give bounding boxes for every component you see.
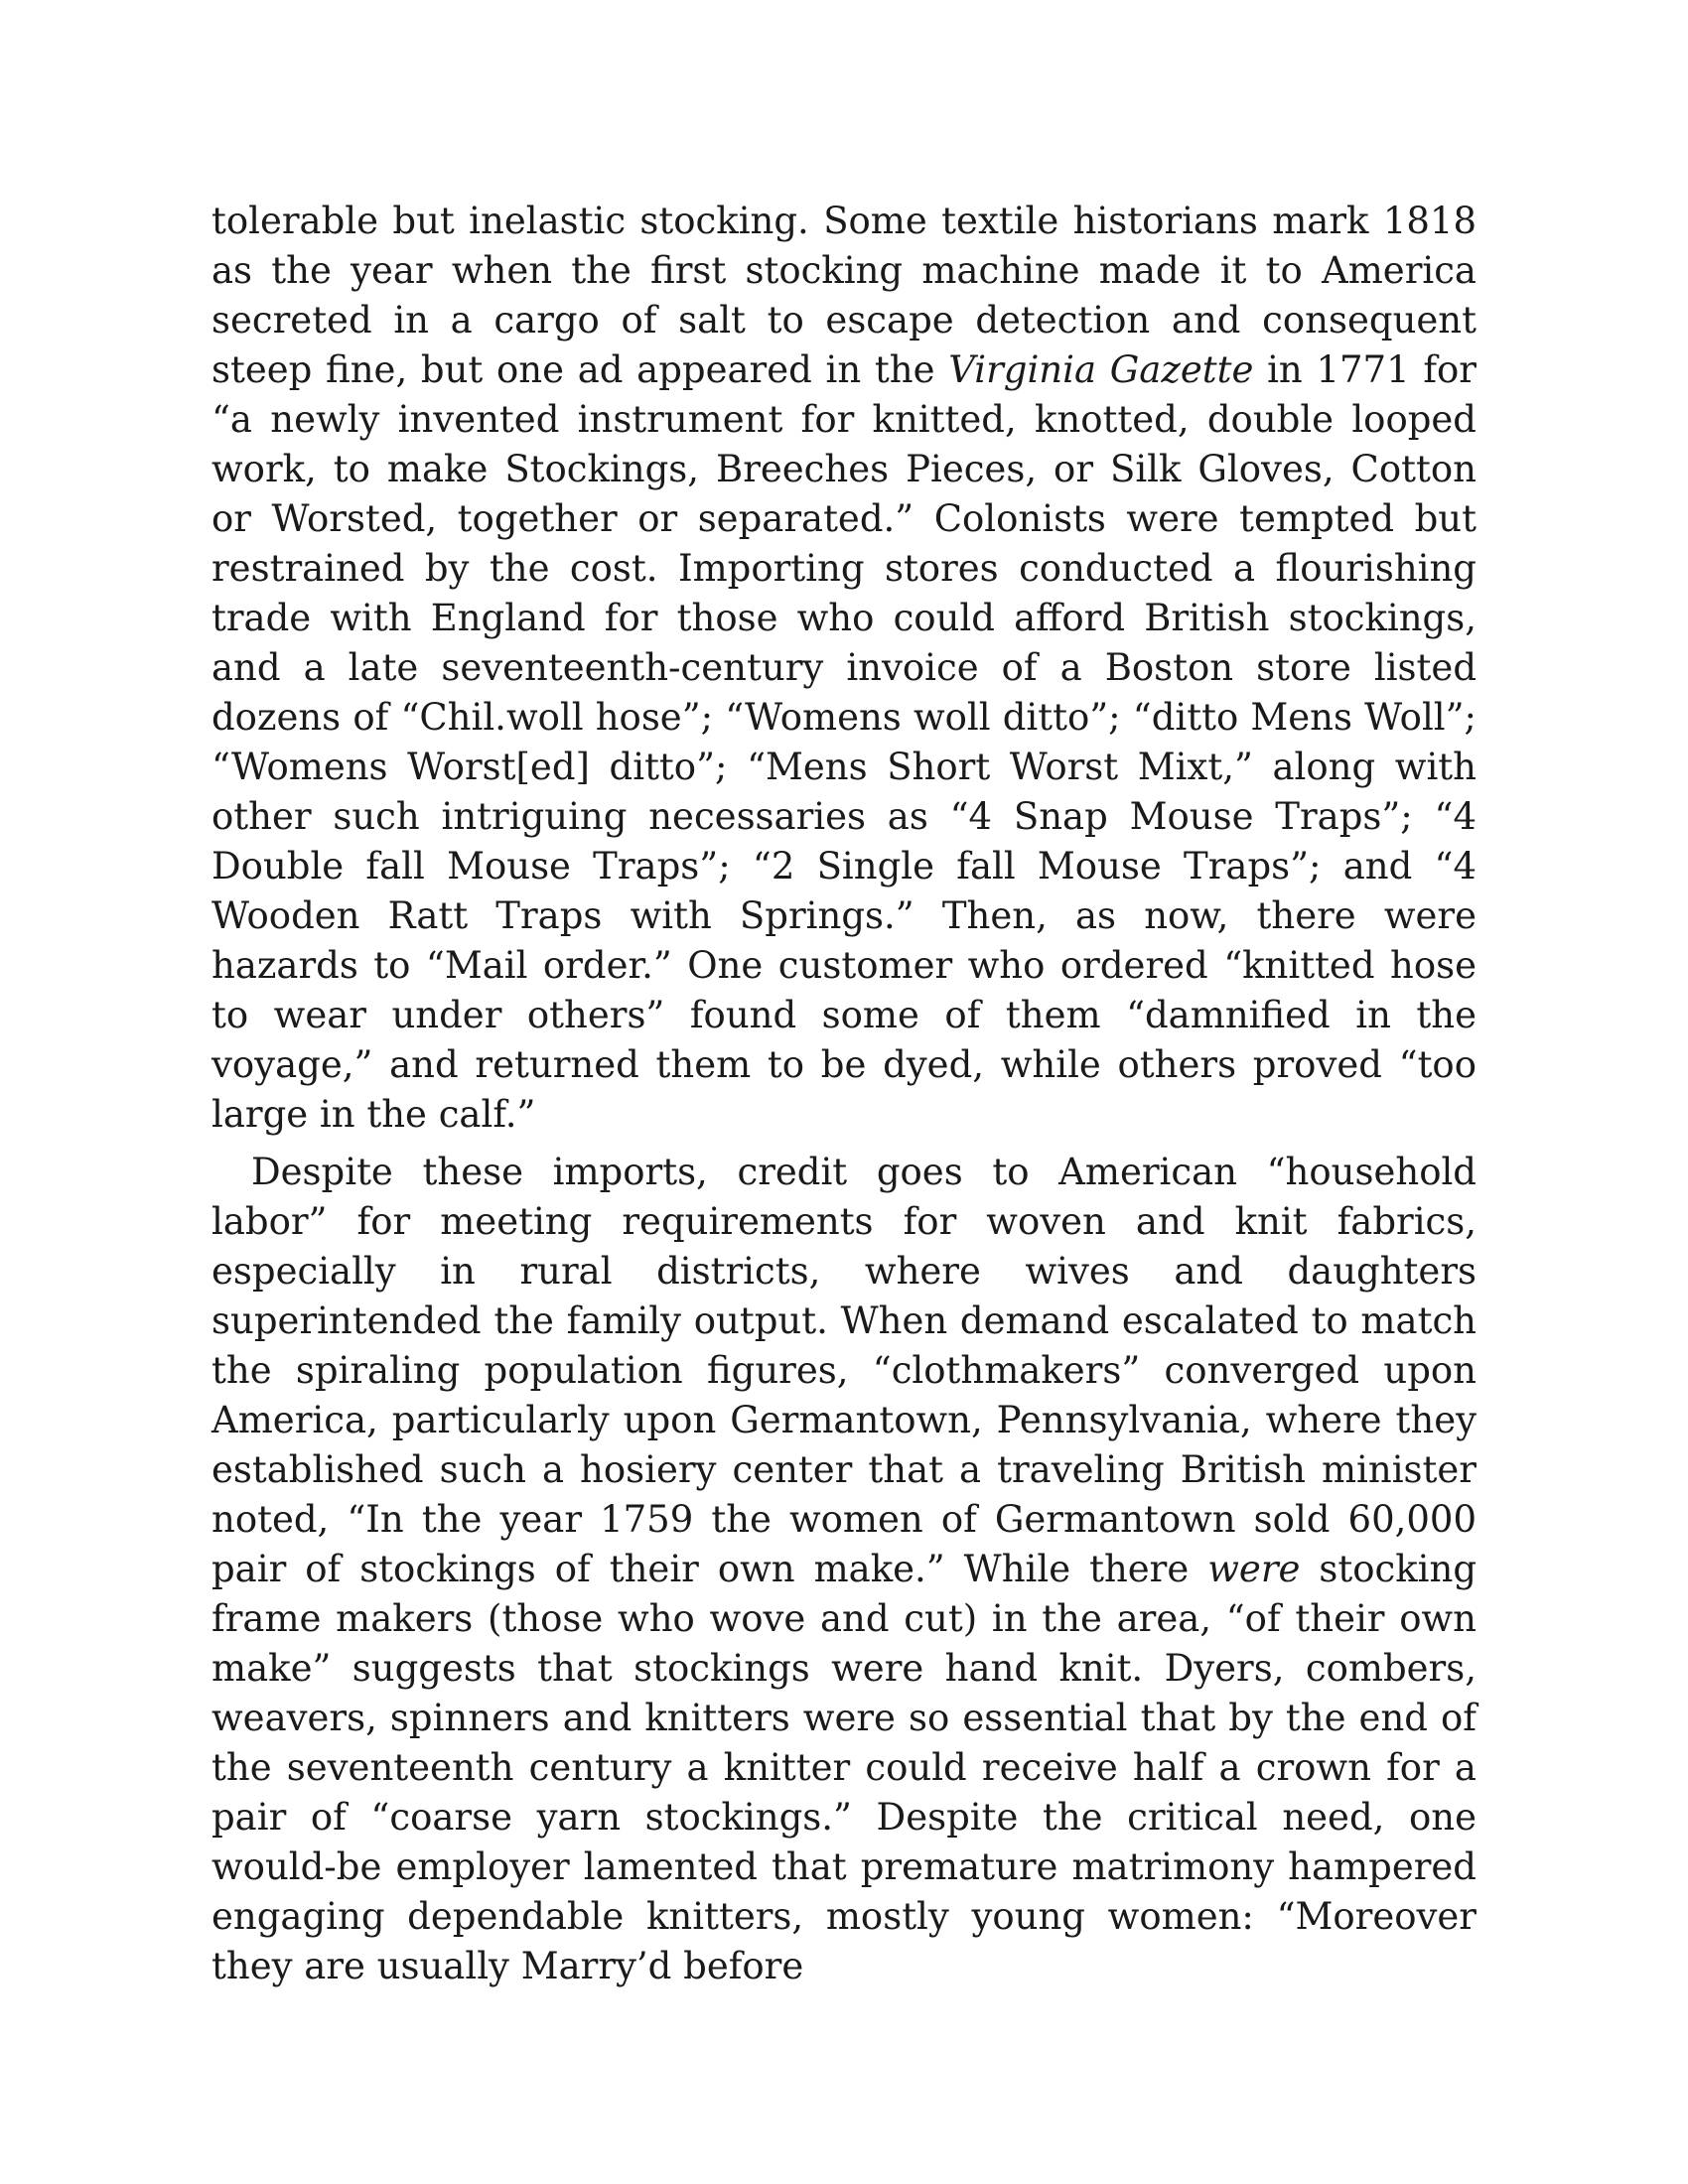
paragraph-1 — [211, 197, 1477, 1140]
text-segment: stocking frame makers (those who wove and cut) in the area, “of their own make” suggests that stockings were hand knit. Dyers, combers, weavers, spinners and knitters were so essential that by the end of the seventeenth century a knitter could receive half a crown for a pair of “coarse yarn stockings.” Despite the critical need, one would-be employer lamented that premature matrimony hampered engaging dependable knitters, mostly young women: “Moreover they are usually Marry’d before — [211, 1548, 1477, 1987]
body-text — [211, 197, 1477, 1991]
text-segment: Despite these imports, credit goes to American “household labor” for meeting requirements for woven and knit fabrics, especially in rural districts, where wives and daughters superintended the family output. When demand escalated to match the spiraling population figures, “clothmakers” converged upon America, particularly upon Germantown, Pennsylvania, where they established such a hosiery center that a traveling British minister noted, “In the year 1759 the women of Germantown sold 60,000 pair of stockings of their own make.” While there — [211, 1151, 1477, 1590]
italic-emphasis-were: were — [1207, 1548, 1301, 1590]
text-segment: tolerable but inelastic stocking. Some textile historians mark 1818 as the year when the first stocking machine made it to America secreted in a cargo of salt to escape detection and consequent steep fine, but one ad appeared in the — [211, 200, 1477, 391]
text-segment: in 1771 for “a newly invented instrument for knitted, knotted, double looped work, to make Stockings, Breeches Pieces, or Silk Gloves, Cotton or Worsted, together or separated.” Colonists were tempted but restrained by the cost. Importing stores conducted a flourishing trade with England for those who could afford British stockings, and a late seventeenth-century invoice of a Boston store listed dozens of “Chil.woll hose”; “Womens woll ditto”; “ditto Mens Woll”; “Womens Worst[ed] ditto”; “Mens Short Worst Mixt,” along with other such intriguing necessaries as “4 Snap Mouse Traps”; “4 Double fall Mouse Traps”; “2 Single fall Mouse Traps”; and “4 Wooden Ratt Traps with Springs.” Then, as now, there were hazards to “Mail order.” One customer who ordered “knitted hose to wear under others” found some of them “damnified in the voyage,” and returned them to be dyed, while others proved “too large in the calf.” — [211, 348, 1477, 1136]
paragraph-2 — [211, 1148, 1477, 1991]
italic-title-virginia-gazette: Virginia Gazette — [948, 348, 1254, 391]
